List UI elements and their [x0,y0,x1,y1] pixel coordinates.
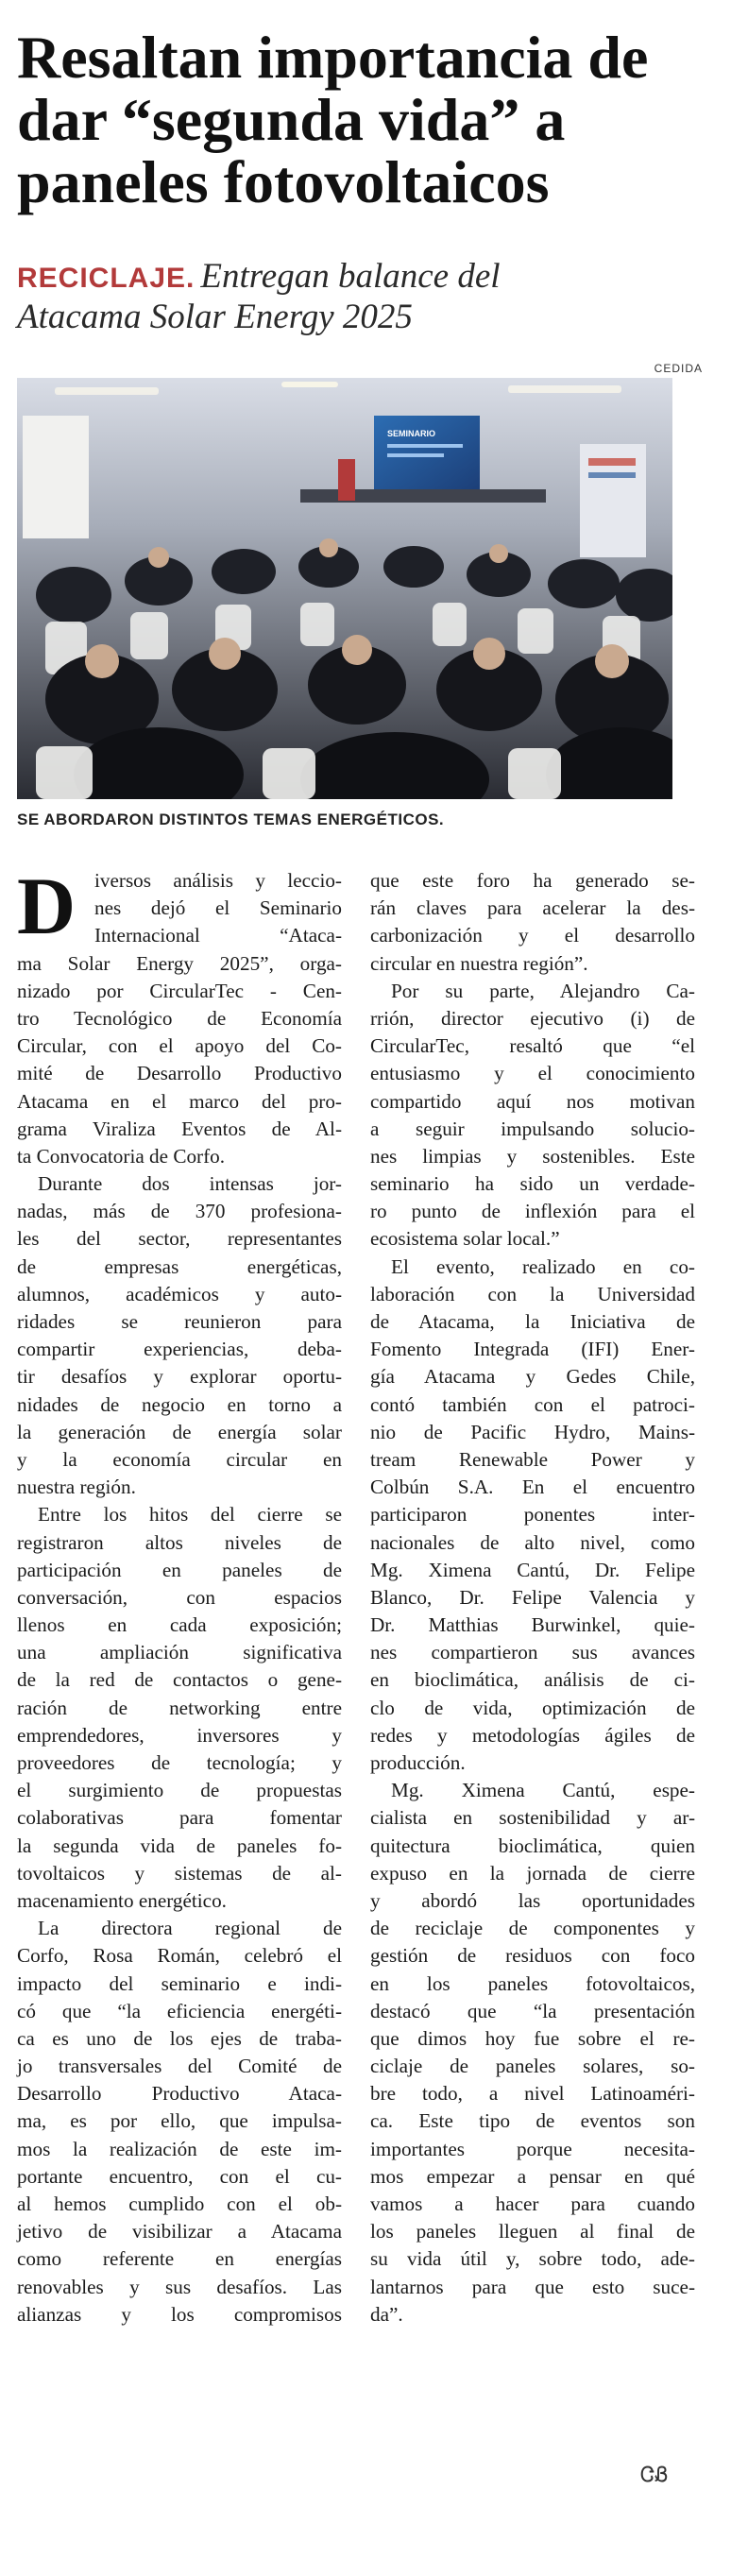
text-line: ca es uno de los ejes de traba- [17,2026,342,2050]
text-line: Dr. Matthias Burwinkel, quie- [370,1613,695,1637]
text-line: grama Viraliza Eventos de Al- [17,1117,342,1140]
text-line: Fomento Integrada (IFI) Ener- [370,1338,695,1361]
text-line: registraron altos niveles de [17,1530,342,1554]
text-line: ma Solar Energy 2025”, orga- [17,951,342,975]
text-line: ma, es por ello, que impulsa- [17,2109,342,2133]
text-line: tream Renewable Power y [370,1447,695,1471]
headline-line: Resaltan importancia de [17,24,649,91]
text-line: compartido aquí nos motivan [370,1089,695,1113]
text-line: nuestra región. [17,1476,136,1499]
text-line: importantes porque necesita- [370,2137,695,2160]
text-line: laboración con la Universidad [370,1282,695,1305]
deck-text: Entregan balance del [200,257,501,296]
text-line: clo de vida, optimización de [370,1696,695,1719]
text-line: y la economía circular en [17,1447,342,1471]
text-line: ca. Este tipo de eventos son [370,2109,695,2133]
screen-text: SEMINARIO [387,429,436,438]
text-line: bre todo, a nivel Latinoaméri- [370,2082,695,2106]
text-line: Circular, con el apoyo del Co- [17,1034,342,1058]
text-line: nizado por CircularTec - Cen- [17,979,342,1002]
text-line: como referente en energías [17,2247,342,2271]
text-line: tir desafíos y explorar oportu- [17,1365,342,1389]
text-line: rrión, director ejecutivo (i) de [370,1006,695,1030]
text-line: en los paneles fotovoltaicos, [370,1971,695,1995]
text-line: y abordó las oportunidades [370,1888,695,1912]
text-line: los paneles lleguen al final de [370,2220,695,2243]
article-column-right [370,867,695,2329]
text-line: ro punto de inflexión para el [370,1200,695,1223]
section-kicker: RECICLAJE. [17,263,196,294]
text-line: carbonización y el desarrollo [370,924,695,947]
headline-line: dar “segunda vida” a [17,86,566,153]
text-line: emprendedores, inversores y [17,1723,342,1747]
text-line: vamos a hacer para cuando [370,2192,695,2215]
text-line: mos empezar a pensar en qué [370,2164,695,2188]
text-line: ciclaje de paneles solares, so- [370,2055,695,2078]
text-line: Durante dos intensas jor- [38,1172,342,1196]
text-line: participaron ponentes inter- [370,1503,695,1527]
drop-cap: D [17,861,76,951]
text-line: jetivo de visibilizar a Atacama [17,2220,342,2243]
text-line: redes y metodologías ágiles de [370,1723,695,1747]
text-line: compartir experiencias, deba- [17,1338,342,1361]
deck-line [17,257,697,298]
text-line: el surgimiento de propuestas [17,1779,342,1802]
text-line: circular en nuestra región”. [370,951,588,975]
text-line: producción. [370,1751,466,1774]
text-line: macenamiento energético. [17,1888,227,1912]
text-line: colaborativas para fomentar [17,1806,342,1830]
text-line: có que “la eficiencia energéti- [17,1999,342,2022]
text-line: Corfo, Rosa Román, celebró el [17,1944,342,1968]
text-line: la segunda vida de paneles fo- [17,1834,342,1857]
text-line: tovoltaicos y sistemas de al- [17,1861,342,1885]
text-line: destacó que “la presentación [370,1999,695,2022]
text-line: que dimos hoy fue sobre el re- [370,2026,695,2050]
text-line: ración de networking entre [17,1696,342,1719]
text-line: Internacional “Ataca- [94,924,342,947]
text-line: Desarrollo Productivo Ataca- [17,2082,342,2106]
text-line: seminario ha sido un verdade- [370,1172,695,1196]
text-line: gestión de residuos con foco [370,1944,695,1968]
text-line: de reciclaje de componentes y [370,1917,695,1940]
text-line: ecosistema solar local.” [370,1227,560,1251]
text-line: participación en paneles de [17,1558,342,1581]
text-line: les del sector, representantes [17,1227,342,1251]
text-line: iversos análisis y leccio- [94,869,342,892]
text-line: Blanco, Dr. Felipe Valencia y [370,1585,695,1609]
text-line: cialista en sostenibilidad y ar- [370,1806,695,1830]
text-line: renovables y sus desafíos. Las [17,2275,342,2298]
text-line: de la red de contactos o gene- [17,1668,342,1692]
text-line: una ampliación significativa [17,1641,342,1664]
text-line: conversación, con espacios [17,1585,342,1609]
text-line: mos la realización de este im- [17,2137,342,2160]
text-line: alumnos, académicos y auto- [17,1282,342,1305]
text-line: nacionales de alto nivel, como [370,1530,695,1554]
deck [17,257,697,336]
text-line: nidades de negocio en torno a [17,1392,342,1416]
text-line: ta Convocatoria de Corfo. [17,1144,226,1168]
text-line: CircularTec, resaltó que “el [370,1034,695,1058]
headline-line: paneles fotovoltaicos [17,148,550,215]
text-line: nes compartieron sus avances [370,1641,695,1664]
text-line: impacto del seminario e indi- [17,1971,342,1995]
text-line: la generación de energía solar [17,1420,342,1443]
text-line: jo transversales del Comité de [17,2055,342,2078]
text-line: de Atacama, la Iniciativa de [370,1310,695,1333]
photo-credit: CEDIDA [654,362,703,375]
text-line: Mg. Ximena Cantú, espe- [391,1779,695,1802]
text-line: ridades se reunieron para [17,1310,342,1333]
headline [17,26,697,213]
end-mark: ᏣᏰ [640,2464,669,2487]
text-line: que este foro ha generado se- [370,869,695,892]
text-line: tro Tecnológico de Economía [17,1006,342,1030]
text-line: expuso en la jornada de cierre [370,1861,695,1885]
text-line: su vida útil y, sobre todo, ade- [370,2247,695,2271]
text-line: lantarnos para que esto suce- [370,2275,695,2298]
text-line: contó también con el patroci- [370,1392,695,1416]
text-line: rán claves para acelerar la des- [370,896,695,920]
text-line: al hemos cumplido con el ob- [17,2192,342,2215]
deck-line: Atacama Solar Energy 2025 [17,298,413,336]
text-line: entusiasmo y el conocimiento [370,1062,695,1085]
text-line: Colbún S.A. En el encuentro [370,1476,695,1499]
text-line: gía Atacama y Gedes Chile, [370,1365,695,1389]
text-line: La directora regional de [38,1917,342,1940]
text-line: Por su parte, Alejandro Ca- [391,979,695,1002]
text-line: alianzas y los compromisos [17,2302,342,2326]
article-column-left [17,861,342,2329]
text-line: El evento, realizado en co- [391,1254,695,1278]
text-line: en bioclimática, análisis de ci- [370,1668,695,1692]
text-line: nes limpias y sostenibles. Este [370,1144,695,1168]
text-line: da”. [370,2302,403,2326]
text-line: nes dejó el Seminario [94,896,342,920]
text-line: llenos en cada exposición; [17,1613,342,1637]
photo-caption: SE ABORDARON DISTINTOS TEMAS ENERGÉTICOS. [17,810,445,828]
text-line: Entre los hitos del cierre se [38,1503,342,1527]
text-line: Atacama en el marco del pro- [17,1089,342,1113]
text-line: nadas, más de 370 profesiona- [17,1200,342,1223]
text-line: proveedores de tecnología; y [17,1751,342,1774]
event-photo-illustration [17,378,672,799]
text-line: quitectura bioclimática, quien [370,1834,695,1857]
text-line: portante encuentro, con el cu- [17,2164,342,2188]
text-line: de empresas energéticas, [17,1254,342,1278]
text-line: mité de Desarrollo Productivo [17,1062,342,1085]
text-line: Mg. Ximena Cantú, Dr. Felipe [370,1558,695,1581]
text-line: nio de Pacific Hydro, Mains- [370,1420,695,1443]
event-photo [17,378,672,799]
text-line: a seguir impulsando solucio- [370,1117,695,1140]
